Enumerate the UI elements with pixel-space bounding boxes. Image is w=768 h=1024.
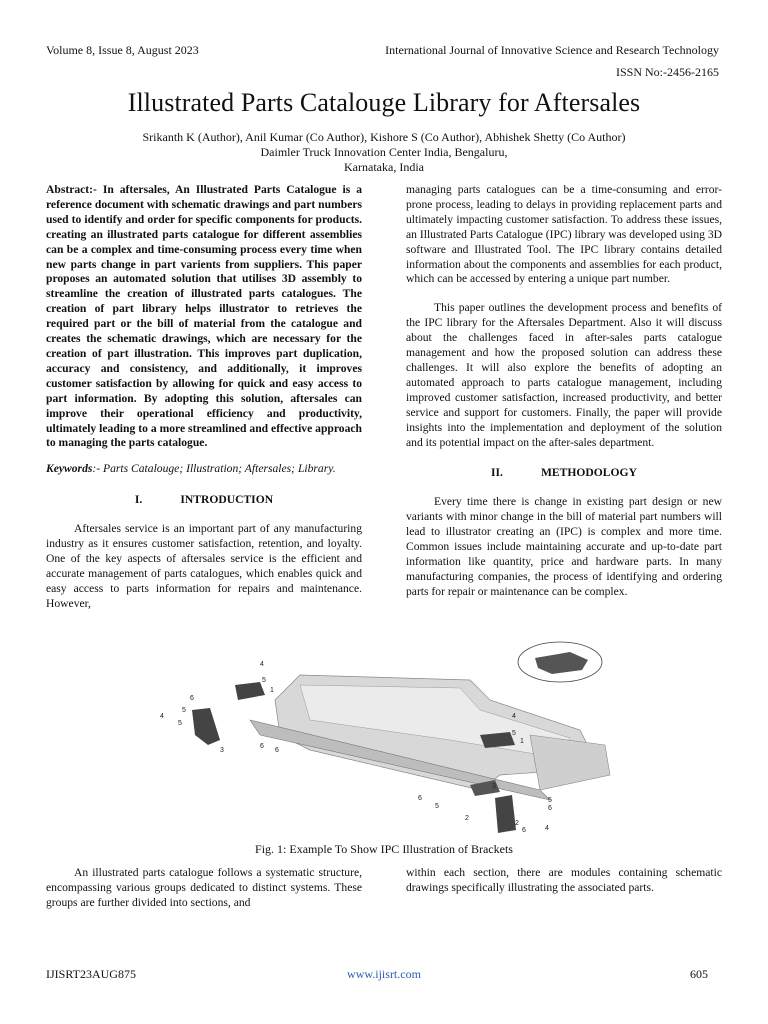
structure-paragraph: An illustrated parts catalogue follows a systematic structure, encompassing various groups dedicated to distinct systems. These groups are further divided into sections, and [46,866,362,909]
callout-label: 1 [520,738,524,745]
volume-info: Volume 8, Issue 8, August 2023 [46,43,199,57]
section-number: I. [134,493,143,507]
keywords [46,462,362,477]
modules-paragraph: within each section, there are modules containing schematic drawings specifically illustrating the associated parts. [406,866,722,894]
paper-title: Illustrated Parts Catalouge Library for Aftersales [127,88,641,117]
callout-label: 5 [548,797,552,804]
callout-label: 5 [435,803,439,810]
author-block [0,130,768,175]
left-column [46,183,362,612]
methodology-paragraph: Every time there is change in existing part design or new variants with minor change in the bill of material part numbers will lead to illustrator creating an (IPC) is complex and more time. Common issues include maintaining accurate and up-to-date part information like quantity, price and hardware parts. In many manufacturing companies, the process of identifying and ordering parts for repair or maintenance can be complex. [406,495,722,598]
bottom-right-paragraph [406,866,722,896]
callout-label: 3 [492,783,496,790]
callout-label: 6 [260,743,264,750]
callout-label: 6 [418,795,422,802]
keywords-text: :- Parts Catalouge; Illustration; Aftersales; Library. [92,462,336,476]
callout-label: 3 [220,747,224,754]
issn: ISSN No:-2456-2165 [615,65,719,79]
section-heading-methodology [406,466,722,481]
callout-label: 5 [182,707,186,714]
callout-label: 5 [178,720,182,727]
callout-label: 1 [270,687,274,694]
callout-label: 6 [548,805,552,812]
rear-rail [530,735,610,790]
left-bracket [192,708,220,745]
author-list: Srikanth K (Author), Anil Kumar (Co Author), Kishore S (Co Author), Abhishek Shetty (Co Author) [142,130,626,144]
callout-label: 4 [545,825,549,832]
journal-link[interactable]: www.ijisrt.com [347,967,421,981]
abstract: Abstract:- In aftersales, An Illustrated Parts Catalogue is a reference document with schematic drawings and part numbers used to identify and order for specific components for products. creating an illustrated parts catalogue for different assemblies can be a complex and time-consuming process every time when new parts change in part varients from suppliers. This paper proposes an automated solution that utilises 3D assembly to streamline the creation of illustrated parts catalogues. The creation of part library helps illustrator to retrieves the required part or the bill of material from the catalogue and creates the schematic drawings, which are necessary for the creation of part illustration. This improves part duplication, accuracy and consistency, and additionally, it improves customer satisfaction by allowing for quick and easy access to part information. By adopting this solution, aftersales can improve their operational efficiency and productivity, ultimately leading to a more streamlined and effective approach to managing the parts catalogue. [46,183,362,450]
callout-label: 6 [522,827,526,834]
section-title: METHODOLOGY [540,466,637,480]
callout-label: 5 [512,730,516,737]
callout-label: 5 [262,677,266,684]
intro-paragraph: Aftersales service is an important part of any manufacturing industry as it ensures customer satisfaction, retention, and loyalty. One of the key aspects of aftersales service is the efficient and accurate management of parts catalogues, which enables quick and easy access to parts information for repairs and maintenance. However, [46,522,362,610]
affiliation: Daimler Truck Innovation Center India, Bengaluru, [260,145,508,159]
page-number: 605 [690,967,708,981]
bracket-illustration [150,640,620,840]
section-title: INTRODUCTION [180,493,274,507]
callout-label: 4 [260,661,264,668]
callout-label: 4 [160,713,164,720]
right-column [406,183,722,600]
upper-bracket [235,682,265,700]
figure-caption: Fig. 1: Example To Show IPC Illustration of Brackets [255,842,513,856]
callout-label: 2 [465,815,469,822]
keywords-label: Keywords [46,462,93,476]
callout-label: 2 [515,820,519,827]
callout-label: 6 [275,747,279,754]
right-paragraph-2: This paper outlines the development process and benefits of the IPC library for the Aftersales Department. Also it will discuss about the challenges faced in after-sales parts catalogue management and how the proposed solution can address these challenges. It will also explore the benefits of adopting an automated approach to parts catalogue management, including improved customer satisfaction, increased productivity, and better service and support for customers. Finally, the paper will provide insights into the implementation and deployment of the solution and its potential impact on the after-sales department. [406,301,722,449]
callout-label: 6 [190,695,194,702]
location: Karnataka, India [344,160,424,174]
section-number: II. [491,466,503,480]
journal-name: International Journal of Innovative Science and Research Technology [385,43,719,57]
paper-id: IJISRT23AUG875 [46,967,136,981]
right-paragraph-1: managing parts catalogues can be a time-consuming and error-prone process, leading to delays in providing replacement parts and ultimately impacting customer satisfaction. To address these issues, an Illustrated Parts Catalogue (IPC) library was developed using 3D software and Illustrated Tool. The IPC library contains detailed information about the components and assemblies for each product, which can be accessed by entering a unique part number. [406,183,722,286]
bottom-left-paragraph [46,866,362,911]
right-lower-bracket [495,795,516,833]
callout-label: 4 [512,713,516,720]
section-heading-introduction [46,493,362,508]
